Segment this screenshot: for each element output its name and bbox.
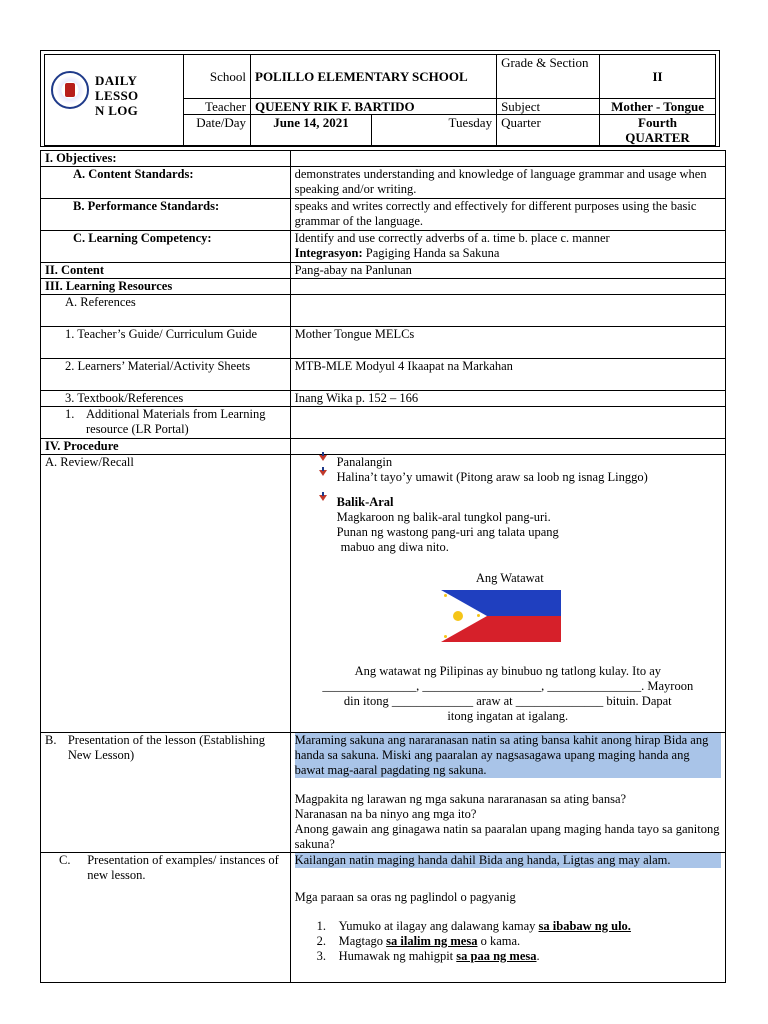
examples-highlight: Kailangan natin maging handa dahil Bida ang handa, Ligtas ang may alam.	[295, 853, 721, 868]
presentation-content: Maraming sakuna ang nararanasan natin sa ating bansa kahit anong hirap Bida ang handa sa sakuna. Miski ang paaralan ay nagsasagawa upang maging handa ang bawat mag-aaral pagdating ng sakuna. Magpakita ng larawan ng mga sakuna nararanasan sa ating bansa? Naranasan na ba ninyo ang mga ito? Anong gawain ang ginagawa natin sa paaralan upang maging handa tayo sa ganitong sakuna?	[290, 733, 725, 853]
grade-label: Grade & Section	[497, 55, 600, 99]
learning-competency-value: Identify and use correctly adverbs of a. time b. place c. manner Integrasyon: Pagiging Handa sa Sakuna	[290, 231, 725, 263]
references-label: A. References	[41, 295, 291, 327]
learning-resources-heading: III. Learning Resources	[41, 279, 291, 295]
deped-seal-logo	[51, 71, 89, 109]
philippine-flag-image	[441, 590, 561, 642]
header-box	[40, 50, 720, 147]
flag-title: Ang Watawat	[475, 571, 544, 585]
presentation-label: B. Presentation of the lesson (Establishing New Lesson)	[41, 733, 291, 853]
content-standards-value: demonstrates understanding and knowledge of language grammar and usage when speaking and/or writing.	[290, 167, 725, 199]
presentation-highlight: Maraming sakuna ang nararanasan natin sa ating bansa kahit anong hirap Bida ang handa sa sakuna. Miski ang paaralan ay nagsasagawa upang maging handa ang bawat mag-aaral pagdating ng sakuna.	[295, 733, 721, 778]
subject-value: Mother - Tongue	[600, 99, 716, 115]
teacher-value: QUEENY RIK F. BARTIDO	[251, 99, 497, 115]
content-heading: II. Content	[41, 263, 291, 279]
earthquake-steps-list	[295, 919, 721, 964]
textbook-label: 3. Textbook/References	[41, 391, 291, 407]
list-item: 1. Yumuko at ilagay ang dalawang kamay sa ibabaw ng ulo.	[316, 919, 631, 933]
date-label: Date/Day	[184, 115, 251, 146]
document-title: DAILY LESSO N LOG	[95, 73, 139, 118]
procedure-heading: IV. Procedure	[41, 439, 291, 455]
quarter-label: Quarter	[497, 115, 600, 146]
flag-paragraph: Ang watawat ng Pilipinas ay binubuo ng tatlong kulay. Ito ay _______________, ___________________, _______________. Mayroon din itong _____________ araw at ______________ bituin. Dapat itong ingatan at igalang.	[322, 664, 694, 723]
date-value: June 14, 2021	[251, 115, 372, 146]
header-table	[44, 54, 716, 146]
arrow-bullet-icon	[319, 495, 327, 503]
content-standards-label: A. Content Standards:	[41, 167, 291, 199]
integration-value: Pagiging Handa sa Sakuna	[362, 246, 500, 260]
review-recall-label: A. Review/Recall	[41, 455, 291, 733]
day-value: Tuesday	[372, 115, 497, 146]
objectives-heading: I. Objectives:	[41, 151, 291, 167]
quarter-value: Fourth QUARTER	[600, 115, 716, 146]
learners-material-value: MTB-MLE Modyul 4 Ikaapat na Markahan	[290, 359, 725, 391]
content-value: Pang-abay na Panlunan	[290, 263, 725, 279]
integration-label: Integrasyon:	[294, 246, 363, 260]
school-label: School	[184, 55, 251, 99]
teacher-label: Teacher	[184, 99, 251, 115]
subject-label: Subject	[497, 99, 600, 115]
review-recall-content: Panalangin Halina’t tayo’y umawit (Pitong araw sa loob ng isnag Linggo) Balik-Aral Magkaroon ng balik-aral tungkol pang-uri. Punan ng wastong pang-uri ang talata upang mabuo ang diwa nito. Ang Watawat Ang watawat ng Pilipinas ay binubuo ng tatlong kulay. Ito ay _______________, ___________________, _______________. Mayroon din itong _____________ araw at ______________ bituin. Dapat itong ingatan at igalang.	[290, 455, 725, 733]
arrow-bullet-icon	[319, 470, 327, 478]
learners-material-label: 2. Learners’ Material/Activity Sheets	[41, 359, 291, 391]
performance-standards-value: speaks and writes correctly and effectively for different purposes using the basic grammar of the language.	[290, 199, 725, 231]
list-item: 2. Magtago sa ilalim ng mesa o kama.	[316, 934, 521, 948]
performance-standards-label: B. Performance Standards:	[41, 199, 291, 231]
examples-content: Kailangan natin maging handa dahil Bida ang handa, Ligtas ang may alam. Mga paraan sa oras ng paglindol o pagyanig 1. Yumuko at ilagay ang dalawang kamay sa ibabaw ng ulo. 2. Magtago sa ilalim ng mesa o kama. 3. Humawak ng mahigpit sa paa ng mesa.	[290, 853, 725, 983]
examples-label: C. Presentation of examples/ instances of new lesson.	[41, 853, 291, 983]
learning-competency-label: C. Learning Competency:	[41, 231, 291, 263]
header-logo-cell	[45, 55, 184, 146]
lesson-table	[40, 150, 726, 983]
grade-value: II	[600, 55, 716, 99]
textbook-value: Inang Wika p. 152 – 166	[290, 391, 725, 407]
additional-materials-label: 1. Additional Materials from Learning resource (LR Portal)	[41, 407, 291, 439]
school-value: POLILLO ELEMENTARY SCHOOL	[251, 55, 497, 99]
list-item: 3. Humawak ng mahigpit sa paa ng mesa.	[316, 949, 540, 963]
teachers-guide-value: Mother Tongue MELCs	[290, 327, 725, 359]
teachers-guide-label: 1. Teacher’s Guide/ Curriculum Guide	[41, 327, 291, 359]
arrow-bullet-icon	[319, 455, 327, 463]
